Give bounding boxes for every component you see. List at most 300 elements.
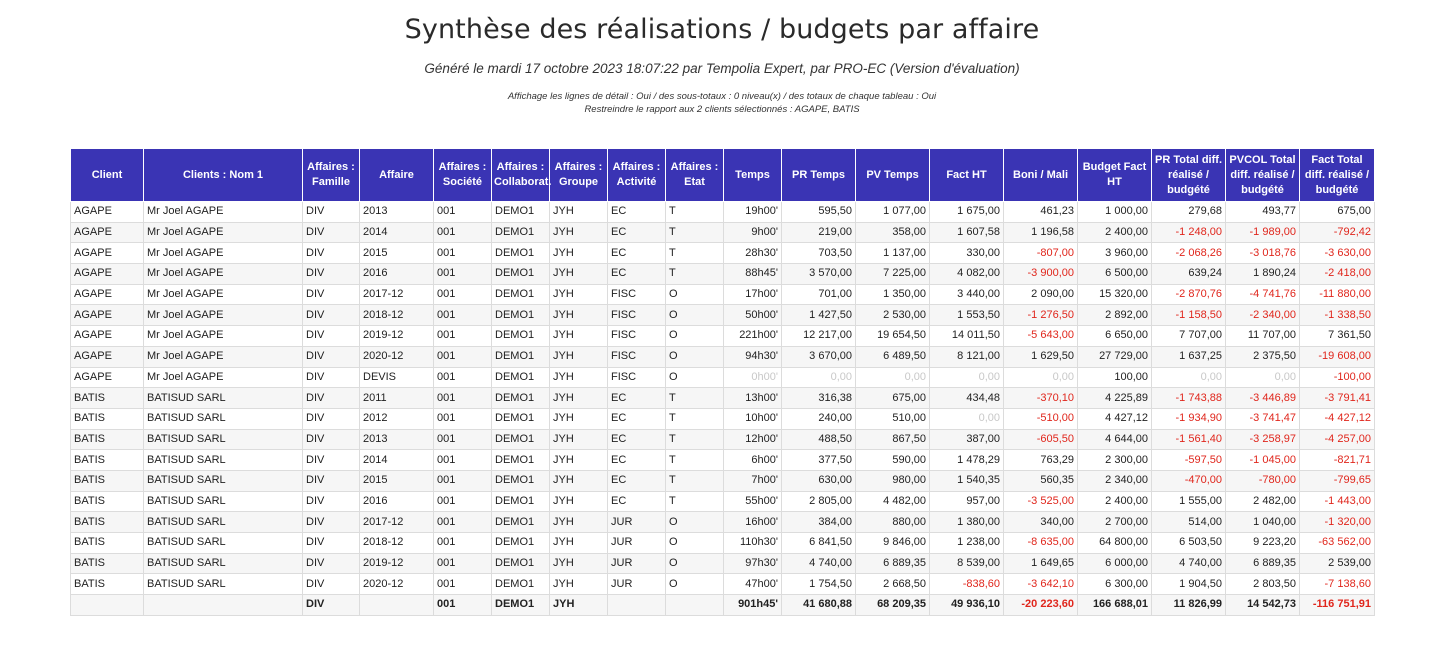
- table-row: [71, 408, 1375, 429]
- table-cell: -3 741,47: [1226, 408, 1300, 429]
- table-cell: T: [666, 388, 724, 409]
- table-cell: -821,71: [1300, 450, 1375, 471]
- table-cell: 2020-12: [360, 346, 434, 367]
- table-cell: 001: [434, 202, 492, 223]
- table-cell: 560,35: [1004, 470, 1078, 491]
- table-cell: 100,00: [1078, 367, 1152, 388]
- table-cell: 1 380,00: [930, 512, 1004, 533]
- table-cell: 1 754,50: [782, 574, 856, 595]
- table-cell: BATISUD SARL: [144, 470, 303, 491]
- table-cell: -2 068,26: [1152, 243, 1226, 264]
- table-row: [71, 574, 1375, 595]
- table-cell: DIV: [303, 512, 360, 533]
- table-cell: Mr Joel AGAPE: [144, 284, 303, 305]
- table-cell: 2 539,00: [1300, 553, 1375, 574]
- table-cell: DEMO1: [492, 408, 550, 429]
- table-cell: AGAPE: [71, 346, 144, 367]
- table-cell: 2 700,00: [1078, 512, 1152, 533]
- table-cell: AGAPE: [71, 367, 144, 388]
- table-cell: 11 707,00: [1226, 326, 1300, 347]
- table-cell: -116 751,91: [1300, 595, 1375, 616]
- table-cell: JYH: [550, 202, 608, 223]
- table-cell: FISC: [608, 367, 666, 388]
- table-cell: 6 500,00: [1078, 264, 1152, 285]
- table-cell: -2 340,00: [1226, 305, 1300, 326]
- table-cell: 2 805,00: [782, 491, 856, 512]
- table-cell: 2 340,00: [1078, 470, 1152, 491]
- table-cell: -792,42: [1300, 222, 1375, 243]
- table-cell: JYH: [550, 367, 608, 388]
- table-cell: 7 707,00: [1152, 326, 1226, 347]
- table-cell: -100,00: [1300, 367, 1375, 388]
- table-cell: JYH: [550, 264, 608, 285]
- table-cell: 16h00': [724, 512, 782, 533]
- table-cell: BATISUD SARL: [144, 553, 303, 574]
- table-cell: BATIS: [71, 533, 144, 554]
- table-cell: 3 570,00: [782, 264, 856, 285]
- table-cell: -1 561,40: [1152, 429, 1226, 450]
- table-cell: 94h30': [724, 346, 782, 367]
- table-cell: 1 675,00: [930, 202, 1004, 223]
- table-cell: 2 090,00: [1004, 284, 1078, 305]
- table-row: [71, 450, 1375, 471]
- table-cell: -2 870,76: [1152, 284, 1226, 305]
- table-cell: AGAPE: [71, 305, 144, 326]
- table-cell: 001: [434, 264, 492, 285]
- table-cell: 4 740,00: [1152, 553, 1226, 574]
- table-cell: 0,00: [1004, 367, 1078, 388]
- table-cell: BATIS: [71, 450, 144, 471]
- column-header: Affaires : Famille: [303, 149, 360, 202]
- table-cell: 4 225,89: [1078, 388, 1152, 409]
- table-cell: BATISUD SARL: [144, 574, 303, 595]
- table-cell: DIV: [303, 284, 360, 305]
- table-cell: JYH: [550, 326, 608, 347]
- table-cell: 64 800,00: [1078, 533, 1152, 554]
- table-cell: DEMO1: [492, 326, 550, 347]
- table-cell: 001: [434, 491, 492, 512]
- table-cell: 1 637,25: [1152, 346, 1226, 367]
- table-header-row: [71, 149, 1375, 202]
- table-cell: 28h30': [724, 243, 782, 264]
- table-cell: 330,00: [930, 243, 1004, 264]
- table-cell: O: [666, 553, 724, 574]
- table-cell: 221h00': [724, 326, 782, 347]
- table-cell: T: [666, 243, 724, 264]
- table-cell: FISC: [608, 346, 666, 367]
- table-cell: 2013: [360, 202, 434, 223]
- table-cell: 2015: [360, 470, 434, 491]
- table-cell: EC: [608, 243, 666, 264]
- table-cell: BATISUD SARL: [144, 533, 303, 554]
- table-cell: 2014: [360, 450, 434, 471]
- table-cell: 2018-12: [360, 305, 434, 326]
- table-cell: -3 446,89: [1226, 388, 1300, 409]
- table-cell: 1 137,00: [856, 243, 930, 264]
- table-cell: -1 338,50: [1300, 305, 1375, 326]
- table-cell: 001: [434, 222, 492, 243]
- table-cell: 675,00: [1300, 202, 1375, 223]
- table-cell: 4 644,00: [1078, 429, 1152, 450]
- table-cell: Mr Joel AGAPE: [144, 243, 303, 264]
- table-cell: 0,00: [1152, 367, 1226, 388]
- table-cell: 0,00: [856, 367, 930, 388]
- table-cell: AGAPE: [71, 222, 144, 243]
- table-cell: -807,00: [1004, 243, 1078, 264]
- table-cell: 6 841,50: [782, 533, 856, 554]
- table-cell: DEMO1: [492, 388, 550, 409]
- table-cell: 2016: [360, 264, 434, 285]
- table-cell: 001: [434, 388, 492, 409]
- table-cell: 1 238,00: [930, 533, 1004, 554]
- table-cell: 6 489,50: [856, 346, 930, 367]
- table-cell: 867,50: [856, 429, 930, 450]
- table-cell: DEMO1: [492, 243, 550, 264]
- table-cell: 166 688,01: [1078, 595, 1152, 616]
- table-cell: DIV: [303, 346, 360, 367]
- table-cell: DIV: [303, 533, 360, 554]
- table-cell: 1 196,58: [1004, 222, 1078, 243]
- table-cell: 2016: [360, 491, 434, 512]
- table-cell: -63 562,00: [1300, 533, 1375, 554]
- table-cell: -20 223,60: [1004, 595, 1078, 616]
- table-cell: -1 248,00: [1152, 222, 1226, 243]
- table-cell: -4 741,76: [1226, 284, 1300, 305]
- table-cell: BATIS: [71, 429, 144, 450]
- table-cell: 68 209,35: [856, 595, 930, 616]
- table-cell: 219,00: [782, 222, 856, 243]
- table-total-row: [71, 595, 1375, 616]
- column-header: Clients : Nom 1: [144, 149, 303, 202]
- table-cell: 6 300,00: [1078, 574, 1152, 595]
- table-cell: 957,00: [930, 491, 1004, 512]
- table-cell: 387,00: [930, 429, 1004, 450]
- table-cell: JYH: [550, 553, 608, 574]
- table-cell: O: [666, 574, 724, 595]
- table-cell: 001: [434, 429, 492, 450]
- table-cell: JUR: [608, 533, 666, 554]
- table-cell: 1 478,29: [930, 450, 1004, 471]
- table-cell: DIV: [303, 202, 360, 223]
- table-cell: 0h00': [724, 367, 782, 388]
- table-cell: JUR: [608, 512, 666, 533]
- table-cell: DEMO1: [492, 533, 550, 554]
- table-cell: 1 649,65: [1004, 553, 1078, 574]
- table-cell: Mr Joel AGAPE: [144, 326, 303, 347]
- table-cell: 2014: [360, 222, 434, 243]
- table-cell: FISC: [608, 284, 666, 305]
- table-cell: DIV: [303, 450, 360, 471]
- table-row: [71, 222, 1375, 243]
- table-cell: JUR: [608, 553, 666, 574]
- table-cell: EC: [608, 408, 666, 429]
- table-cell: 10h00': [724, 408, 782, 429]
- column-header: Affaires : Etat: [666, 149, 724, 202]
- table-cell: -370,10: [1004, 388, 1078, 409]
- table-cell: Mr Joel AGAPE: [144, 202, 303, 223]
- table-cell: BATIS: [71, 553, 144, 574]
- table-cell: T: [666, 408, 724, 429]
- table-cell: 595,50: [782, 202, 856, 223]
- table-cell: 3 440,00: [930, 284, 1004, 305]
- table-cell: BATIS: [71, 408, 144, 429]
- table-cell: DIV: [303, 222, 360, 243]
- table-cell: Mr Joel AGAPE: [144, 305, 303, 326]
- table-cell: DIV: [303, 408, 360, 429]
- table-cell: 434,48: [930, 388, 1004, 409]
- report-title: Synthèse des réalisations / budgets par affaire: [404, 14, 1040, 45]
- table-cell: 001: [434, 470, 492, 491]
- table-cell: DEMO1: [492, 284, 550, 305]
- table-cell: 340,00: [1004, 512, 1078, 533]
- table-cell: 3 960,00: [1078, 243, 1152, 264]
- table-cell: BATIS: [71, 574, 144, 595]
- table-cell: 17h00': [724, 284, 782, 305]
- table-cell: 880,00: [856, 512, 930, 533]
- table-cell: JYH: [550, 243, 608, 264]
- table-cell: DEMO1: [492, 553, 550, 574]
- table-cell: [144, 595, 303, 616]
- table-cell: EC: [608, 388, 666, 409]
- table-cell: T: [666, 491, 724, 512]
- table-cell: EC: [608, 470, 666, 491]
- table-cell: 001: [434, 243, 492, 264]
- table-cell: 384,00: [782, 512, 856, 533]
- table-cell: -1 320,00: [1300, 512, 1375, 533]
- table-cell: 2 530,00: [856, 305, 930, 326]
- table-cell: 4 482,00: [856, 491, 930, 512]
- table-cell: 9 846,00: [856, 533, 930, 554]
- table-cell: JYH: [550, 346, 608, 367]
- table-cell: JYH: [550, 533, 608, 554]
- table-cell: -1 158,50: [1152, 305, 1226, 326]
- table-cell: 27 729,00: [1078, 346, 1152, 367]
- column-header: PR Total diff. réalisé / budgété: [1152, 149, 1226, 202]
- table-cell: EC: [608, 264, 666, 285]
- table-cell: 2019-12: [360, 553, 434, 574]
- table-cell: DIV: [303, 367, 360, 388]
- table-cell: 488,50: [782, 429, 856, 450]
- table-cell: DIV: [303, 491, 360, 512]
- table-cell: BATISUD SARL: [144, 429, 303, 450]
- table-cell: 279,68: [1152, 202, 1226, 223]
- table-cell: O: [666, 326, 724, 347]
- table-cell: DIV: [303, 553, 360, 574]
- table-cell: -7 138,60: [1300, 574, 1375, 595]
- table-cell: 514,00: [1152, 512, 1226, 533]
- table-cell: 2017-12: [360, 512, 434, 533]
- table-cell: -1 934,90: [1152, 408, 1226, 429]
- table-cell: 1 000,00: [1078, 202, 1152, 223]
- table-cell: 6 889,35: [1226, 553, 1300, 574]
- table-cell: AGAPE: [71, 264, 144, 285]
- table-cell: -4 427,12: [1300, 408, 1375, 429]
- table-cell: 2 803,50: [1226, 574, 1300, 595]
- table-row: [71, 264, 1375, 285]
- table-cell: 703,50: [782, 243, 856, 264]
- table-row: [71, 470, 1375, 491]
- column-header: Boni / Mali: [1004, 149, 1078, 202]
- table-cell: -605,50: [1004, 429, 1078, 450]
- table-cell: JYH: [550, 222, 608, 243]
- table-row: [71, 533, 1375, 554]
- table-cell: FISC: [608, 326, 666, 347]
- table-row: [71, 367, 1375, 388]
- table-cell: DIV: [303, 264, 360, 285]
- table-cell: 4 082,00: [930, 264, 1004, 285]
- table-cell: -8 635,00: [1004, 533, 1078, 554]
- table-cell: 630,00: [782, 470, 856, 491]
- table-cell: 2 400,00: [1078, 491, 1152, 512]
- column-header: Affaires : Collaborat.: [492, 149, 550, 202]
- table-row: [71, 202, 1375, 223]
- table-cell: DEMO1: [492, 574, 550, 595]
- table-cell: -1 989,00: [1226, 222, 1300, 243]
- table-cell: 14 011,50: [930, 326, 1004, 347]
- table-cell: 2 400,00: [1078, 222, 1152, 243]
- table-cell: -2 418,00: [1300, 264, 1375, 285]
- table-cell: JYH: [550, 595, 608, 616]
- table-cell: 7 361,50: [1300, 326, 1375, 347]
- table-row: [71, 284, 1375, 305]
- table-cell: O: [666, 512, 724, 533]
- table-row: [71, 326, 1375, 347]
- table-cell: 1 904,50: [1152, 574, 1226, 595]
- table-cell: 1 040,00: [1226, 512, 1300, 533]
- table-cell: 1 077,00: [856, 202, 930, 223]
- table-cell: DEMO1: [492, 491, 550, 512]
- table-row: [71, 388, 1375, 409]
- table-cell: 001: [434, 367, 492, 388]
- table-cell: 11 826,99: [1152, 595, 1226, 616]
- table-cell: DIV: [303, 388, 360, 409]
- table-cell: -3 258,97: [1226, 429, 1300, 450]
- table-cell: T: [666, 470, 724, 491]
- column-header: PV Temps: [856, 149, 930, 202]
- table-cell: 001: [434, 326, 492, 347]
- table-row: [71, 491, 1375, 512]
- table-cell: 1 607,58: [930, 222, 1004, 243]
- table-cell: JYH: [550, 388, 608, 409]
- table-cell: 1 890,24: [1226, 264, 1300, 285]
- table-cell: 50h00': [724, 305, 782, 326]
- table-cell: [71, 595, 144, 616]
- table-cell: AGAPE: [71, 284, 144, 305]
- table-cell: 6 889,35: [856, 553, 930, 574]
- table-cell: 2013: [360, 429, 434, 450]
- table-cell: 2015: [360, 243, 434, 264]
- table-cell: DIV: [303, 470, 360, 491]
- table-cell: 2011: [360, 388, 434, 409]
- table-cell: [666, 595, 724, 616]
- table-cell: 510,00: [856, 408, 930, 429]
- table-cell: BATIS: [71, 470, 144, 491]
- column-header: Fact HT: [930, 149, 1004, 202]
- table-cell: 001: [434, 305, 492, 326]
- table-cell: -3 630,00: [1300, 243, 1375, 264]
- table-cell: BATIS: [71, 512, 144, 533]
- table-cell: BATISUD SARL: [144, 450, 303, 471]
- table-cell: T: [666, 222, 724, 243]
- table-cell: DEMO1: [492, 429, 550, 450]
- table-cell: EC: [608, 429, 666, 450]
- column-header: Client: [71, 149, 144, 202]
- table-cell: 639,24: [1152, 264, 1226, 285]
- table-cell: 001: [434, 450, 492, 471]
- table-cell: 7 225,00: [856, 264, 930, 285]
- table-cell: O: [666, 305, 724, 326]
- table-cell: 1 553,50: [930, 305, 1004, 326]
- column-header: Affaires : Société: [434, 149, 492, 202]
- table-cell: 590,00: [856, 450, 930, 471]
- table-cell: JYH: [550, 305, 608, 326]
- table-cell: DEMO1: [492, 264, 550, 285]
- table-cell: 2 668,50: [856, 574, 930, 595]
- table-cell: DEMO1: [492, 595, 550, 616]
- table-cell: -780,00: [1226, 470, 1300, 491]
- table-cell: 001: [434, 346, 492, 367]
- table-cell: -470,00: [1152, 470, 1226, 491]
- table-cell: AGAPE: [71, 326, 144, 347]
- table-cell: DEVIS: [360, 367, 434, 388]
- table-body: [71, 202, 1375, 616]
- table-cell: 6h00': [724, 450, 782, 471]
- table-cell: 9h00': [724, 222, 782, 243]
- report-subtitle: Généré le mardi 17 octobre 2023 18:07:22 par Tempolia Expert, par PRO-EC (Version d'évaluation): [424, 61, 1020, 76]
- table-cell: 2 300,00: [1078, 450, 1152, 471]
- column-header: Fact Total diff. réalisé / budgété: [1300, 149, 1375, 202]
- table-cell: 0,00: [1226, 367, 1300, 388]
- table-cell: 316,38: [782, 388, 856, 409]
- table-cell: 2020-12: [360, 574, 434, 595]
- table-cell: 901h45': [724, 595, 782, 616]
- table-cell: T: [666, 202, 724, 223]
- table-cell: 358,00: [856, 222, 930, 243]
- table-cell: 001: [434, 574, 492, 595]
- table-cell: 19 654,50: [856, 326, 930, 347]
- table-cell: DEMO1: [492, 470, 550, 491]
- table-cell: 1 427,50: [782, 305, 856, 326]
- table-cell: 001: [434, 512, 492, 533]
- table-cell: DIV: [303, 305, 360, 326]
- table-cell: DEMO1: [492, 367, 550, 388]
- table-cell: 0,00: [930, 408, 1004, 429]
- column-header: Affaires : Activité: [608, 149, 666, 202]
- table-cell: 13h00': [724, 388, 782, 409]
- table-cell: 001: [434, 408, 492, 429]
- table-cell: -1 443,00: [1300, 491, 1375, 512]
- table-cell: 1 350,00: [856, 284, 930, 305]
- table-cell: 2 375,50: [1226, 346, 1300, 367]
- table-cell: O: [666, 533, 724, 554]
- table-cell: JYH: [550, 429, 608, 450]
- table-cell: 15 320,00: [1078, 284, 1152, 305]
- table-cell: DIV: [303, 595, 360, 616]
- table-cell: -510,00: [1004, 408, 1078, 429]
- table-row: [71, 305, 1375, 326]
- table-cell: 980,00: [856, 470, 930, 491]
- table-cell: 0,00: [782, 367, 856, 388]
- table-cell: 240,00: [782, 408, 856, 429]
- table-cell: [360, 595, 434, 616]
- table-cell: 9 223,20: [1226, 533, 1300, 554]
- table-cell: -1 045,00: [1226, 450, 1300, 471]
- table-cell: DIV: [303, 326, 360, 347]
- table-cell: 55h00': [724, 491, 782, 512]
- table-cell: 377,50: [782, 450, 856, 471]
- table-cell: -11 880,00: [1300, 284, 1375, 305]
- table-cell: 4 427,12: [1078, 408, 1152, 429]
